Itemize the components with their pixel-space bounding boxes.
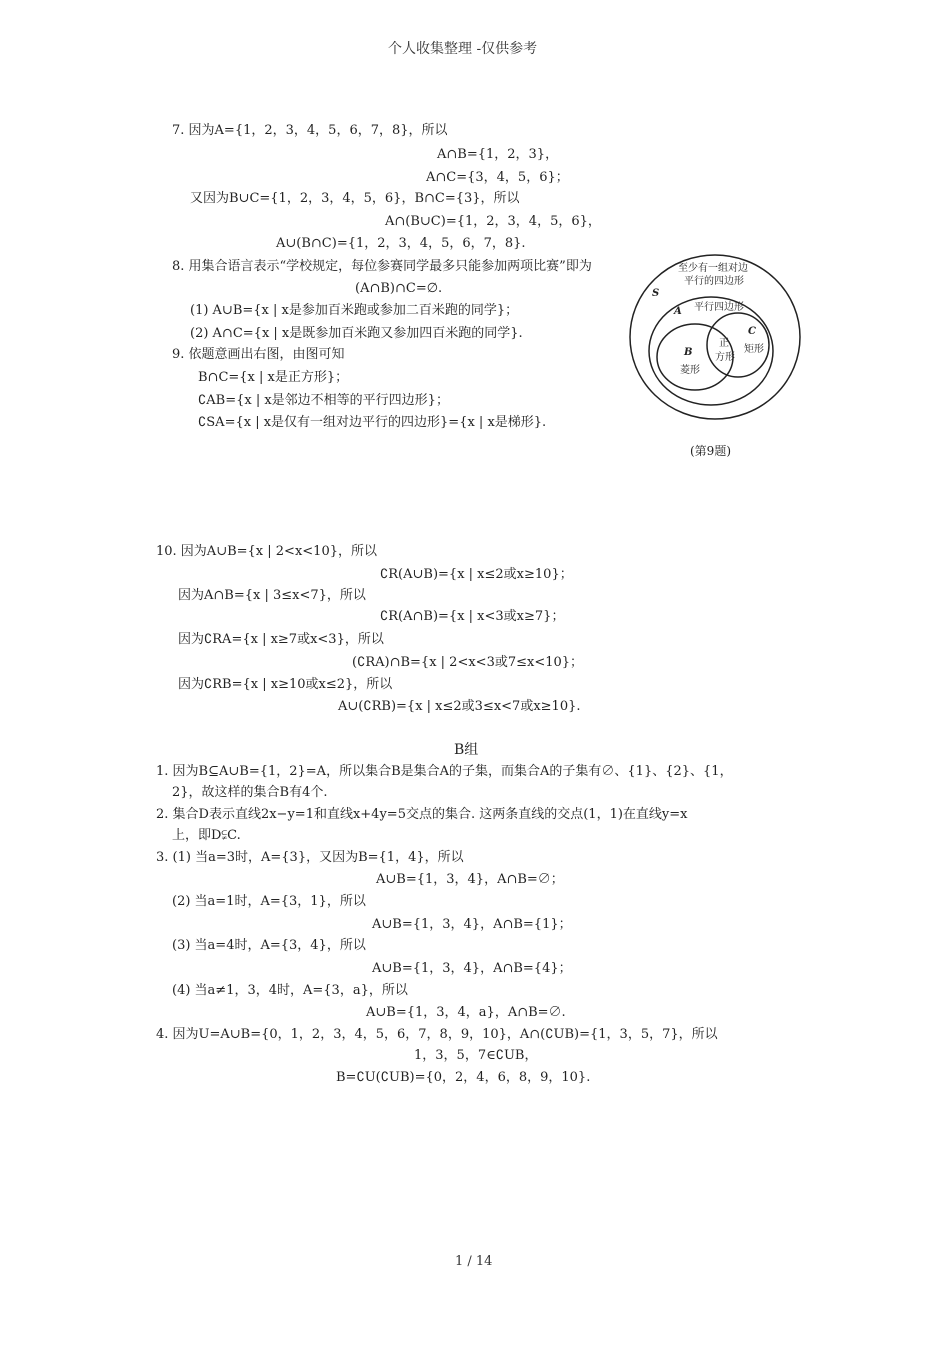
text-line: 8. 用集合语言表示“学校规定，每位参赛同学最多只能参加两项比赛”即为 — [172, 259, 592, 274]
text-line: (A∩B)∩C=∅. — [355, 281, 443, 296]
text-line: 又因为B∪C={1，2，3，4，5，6}，B∩C={3}，所以 — [190, 191, 520, 206]
text-line: (3) 当a=4时，A={3，4}，所以 — [172, 938, 366, 953]
text-line: 1. 因为B⊆A∪B={1，2}=A，所以集合B是集合A的子集，而集合A的子集有∅、{1}、{2}、{1， — [156, 764, 733, 779]
text-line: B=∁U(∁UB)={0，2，4，6，8，9，10}. — [336, 1070, 591, 1085]
text-line: A∪(B∩C)={1，2，3，4，5，6，7，8}. — [276, 236, 526, 251]
text-line: 因为∁RA={x | x≥7或x<3}，所以 — [178, 632, 384, 647]
text-line: 因为∁RB={x | x≥10或x≤2}，所以 — [178, 677, 393, 692]
text-line: 3. (1) 当a=3时，A={3}，又因为B={1，4}，所以 — [156, 850, 464, 865]
text-line: 2}，故这样的集合B有4个. — [172, 785, 328, 800]
section-title: B组 — [454, 742, 479, 758]
text-line: (1) A∪B={x | x是参加百米跑或参加二百米跑的同学}； — [190, 303, 519, 318]
text-line: 2. 集合D表示直线2x−y=1和直线x+4y=5交点的集合. 这两条直线的交点(1，1)在直线y=x — [156, 807, 688, 822]
text-line: 因为A∩B={x | 3≤x<7}，所以 — [178, 588, 366, 603]
set-s-letter: S — [652, 288, 660, 299]
set-b-letter: B — [684, 347, 693, 358]
intersection-label-2: 方形 — [715, 352, 735, 363]
page-number: 1 / 14 — [455, 1254, 493, 1269]
text-line: A∩(B∪C)={1，2，3，4，5，6}， — [385, 214, 601, 229]
figure-caption: (第9题) — [690, 444, 731, 458]
text-line: 上，即D⫋C. — [172, 828, 241, 843]
text-line: ∁R(A∪B)={x | x≤2或x≥10}； — [380, 567, 573, 582]
set-a-label: 平行四边形 — [694, 302, 744, 313]
intersection-label-1: 正 — [719, 338, 729, 349]
text-line: (4) 当a≠1，3，4时，A={3，a}，所以 — [172, 983, 408, 998]
set-c-label: 矩形 — [744, 344, 764, 355]
text-line: ∁SA={x | x是仅有一组对边平行的四边形}={x | x是梯形}. — [198, 415, 547, 430]
text-line: 10. 因为A∪B={x | 2<x<10}，所以 — [156, 544, 377, 559]
text-line: A∩B={1，2，3}， — [437, 147, 559, 162]
text-line: (∁RA)∩B={x | 2<x<3或7≤x<10}； — [352, 655, 584, 670]
text-line: 1，3，5，7∈∁UB， — [414, 1048, 538, 1063]
text-line: A∪B={1，3，4，a}，A∩B=∅. — [366, 1005, 566, 1020]
outer-label-line1: 至少有一组对边 — [678, 263, 748, 274]
venn-diagram — [620, 250, 810, 425]
text-line: A∪B={1，3，4}，A∩B={1}； — [372, 917, 572, 932]
text-line: (2) 当a=1时，A={3，1}，所以 — [172, 894, 366, 909]
text-line: A∪B={1，3，4}，A∩B={4}； — [372, 961, 572, 976]
text-line: A∪B={1，3，4}，A∩B=∅； — [376, 872, 564, 887]
text-line: A∩C={3，4，5，6}； — [426, 170, 569, 185]
set-c-letter: C — [748, 326, 756, 337]
page-header: 个人收集整理 -仅供参考 — [388, 41, 538, 57]
text-line: B∩C={x | x是正方形}； — [198, 370, 349, 385]
text-line: 9. 依题意画出右图，由图可知 — [172, 347, 345, 362]
outer-label-line2: 平行的四边形 — [684, 276, 744, 287]
set-b-label: 菱形 — [680, 365, 700, 376]
text-line: 7. 因为A={1，2，3，4，5，6，7，8}，所以 — [172, 123, 448, 138]
text-line: (2) A∩C={x | x是既参加百米跑又参加四百米跑的同学}. — [190, 326, 523, 341]
text-line: ∁R(A∩B)={x | x<3或x≥7}； — [380, 609, 565, 624]
set-a-letter: A — [674, 306, 682, 317]
text-line: ∁AB={x | x是邻边不相等的平行四边形}； — [198, 393, 449, 408]
text-line: 4. 因为U=A∪B={0，1，2，3，4，5，6，7，8，9，10}，A∩(∁UB)={1，3，5，7}，所以 — [156, 1027, 718, 1042]
text-line: A∪(∁RB)={x | x≤2或3≤x<7或x≥10}. — [338, 699, 581, 714]
